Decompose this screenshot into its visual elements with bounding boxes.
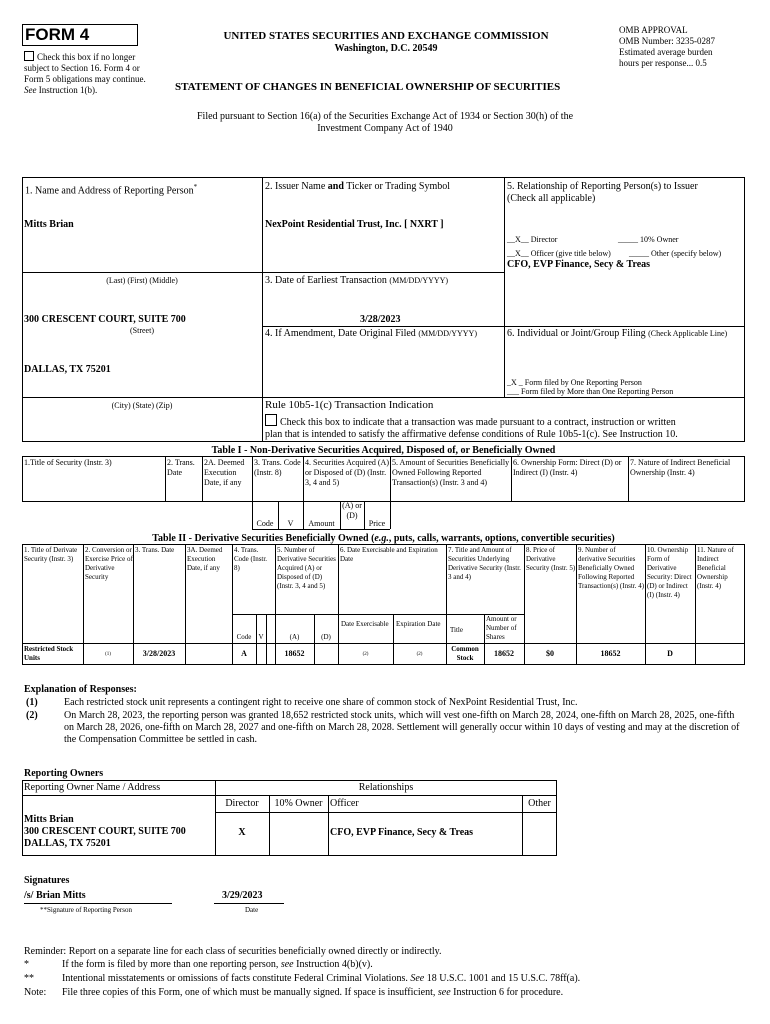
t2-row-amount: 18652 xyxy=(284,649,305,658)
t2-sub-exp: Expiration Date xyxy=(396,620,441,628)
owners-col-relationships: Relationships xyxy=(358,782,414,793)
box5-label: 5. Relationship of Reporting Person(s) to Issuer (Check all applicable) xyxy=(507,181,698,204)
signature-date: 3/29/2023 xyxy=(222,890,263,901)
owners-col-director: Director xyxy=(225,798,259,809)
form-title: FORM 4 xyxy=(25,25,90,44)
rule-10b5-text: Check this box to indicate that a transaction was made pursuant to a contract, instruction or written plan that is intended to satisfy the affirmative defense conditions of Rule 10b5-1(c). See Instruction 10. xyxy=(265,414,743,441)
box6-label: 6. Individual or Joint/Group Filing (Check Applicable Line) xyxy=(507,328,728,339)
t2-sub-v: V xyxy=(258,633,264,641)
name-sublabel: (Last) (First) (Middle) xyxy=(106,276,178,285)
owner-officer: CFO, EVP Finance, Secy & Treas xyxy=(330,827,474,838)
explanation-num-1: (1) xyxy=(26,697,38,708)
ten-pct-owner-check: _____ 10% Owner xyxy=(618,235,679,244)
t2-col-number: 5. Number of Derivative Securities Acquired (A) or Disposed of (D) (Instr. 3, 4 and 5) xyxy=(277,546,336,590)
city-sublabel: (City) (State) (Zip) xyxy=(111,401,173,410)
reporting-person-city: DALLAS, TX 75201 xyxy=(24,364,111,375)
owners-col-10pct: 10% Owner xyxy=(274,798,323,809)
box1-label: 1. Name and Address of Reporting Person* xyxy=(25,183,198,197)
box4-label: 4. If Amendment, Date Original Filed (MM/DD/YYYY) xyxy=(265,328,477,339)
t2-row-exp: (2) xyxy=(416,652,423,657)
statement-title: STATEMENT OF CHANGES IN BENEFICIAL OWNERSHIP OF SECURITIES xyxy=(175,81,561,93)
t1-sub-price: Price xyxy=(368,519,386,528)
rule-10b5-title: Rule 10b5-1(c) Transaction Indication xyxy=(265,399,434,411)
t2-col-owned: 9. Number of derivative Securities Beneficially Owned Following Reported Transaction(s) (Instr. 4) xyxy=(578,546,645,590)
reporting-person-name: Mitts Brian xyxy=(24,219,74,230)
footnote-star-mark: * xyxy=(24,959,29,970)
t2-col-nature: 11. Nature of Indirect Beneficial Ownership (Instr. 4) xyxy=(697,546,734,590)
filing-one-person: _X _ Form filed by One Reporting Person xyxy=(507,378,642,387)
earliest-transaction-date: 3/28/2023 xyxy=(360,314,401,325)
officer-check: __X__ Officer (give title below) xyxy=(507,249,611,258)
t2-sub-a: (A) xyxy=(289,633,300,641)
t1-sub-v: V xyxy=(287,519,294,528)
footnote-note: File three copies of this Form, one of which must be manually signed. If space is insufficient, see Instruction 6 for procedure. xyxy=(62,987,564,998)
owners-heading: Reporting Owners xyxy=(24,768,104,779)
explanation-num-2: (2) xyxy=(26,710,38,721)
t2-row-price: $0 xyxy=(546,649,554,658)
reminder: Reminder: Report on a separate line for each class of securities beneficially owned directly or indirectly. xyxy=(24,946,442,957)
signature-label: **Signature of Reporting Person xyxy=(40,906,132,914)
t2-col-price: 8. Price of Derivative Security (Instr. 5) xyxy=(526,546,576,572)
t2-col-form: 10. Ownership Form of Derivative Security: Direct (D) or Indirect (I) (Instr. 4) xyxy=(647,546,692,599)
t2-row-date: 3/28/2023 xyxy=(142,649,176,658)
t2-col-code: 4. Trans. Code (Instr. 8) xyxy=(234,546,268,572)
t2-row-security: Restricted Stock Units xyxy=(24,645,74,662)
explanation-text-1: Each restricted stock unit represents a contingent right to receive one share of common stock of NexPoint Residential Trust, Inc. xyxy=(64,697,578,708)
t2-sub-amount: Amount or Number of Shares xyxy=(486,615,517,641)
omb-approval: OMB APPROVAL OMB Number: 3235-0287 Estimated average burden hours per response... 0.5 xyxy=(619,25,715,68)
owner-name-address: Mitts Brian 300 CRESCENT COURT, SUITE 700 DALLAS, TX 75201 xyxy=(24,814,186,849)
t2-row-owned: 18652 xyxy=(600,649,621,658)
t1-col-form: 6. Ownership Form: Direct (D) or Indirect (I) (Instr. 4) xyxy=(513,458,622,477)
no-longer-subject-checkbox-text: Check this box if no longer subject to Section 16. Form 4 or Form 5 obligations may continue. See Instruction 1(b). xyxy=(24,52,146,95)
issuer-name: NexPoint Residential Trust, Inc. [ NXRT ] xyxy=(265,219,444,230)
t2-row-date-ex: (2) xyxy=(362,652,369,657)
owners-col-officer: Officer xyxy=(330,798,359,809)
t2-col-title: 1. Title of Derivate Security (Instr. 3) xyxy=(24,546,78,563)
footnote-note-mark: Note: xyxy=(24,987,47,998)
t1-sub-amount: Amount xyxy=(308,519,335,528)
signature-value: /s/ Brian Mitts xyxy=(24,890,86,901)
table1-title: Table I - Non-Derivative Securities Acquired, Disposed of, or Beneficially Owned xyxy=(211,445,556,456)
t2-col-underlying: 7. Title and Amount of Securities Underlying Derivative Security (Instr. 3 and 4) xyxy=(448,546,521,581)
footnote-star: If the form is filed by more than one reporting person, see Instruction 4(b)(v). xyxy=(62,959,373,970)
t2-row-title: Common Stock xyxy=(451,645,479,662)
no-longer-subject-checkbox[interactable] xyxy=(24,51,34,61)
signature-date-label: Date xyxy=(245,906,259,914)
t2-row-code: A xyxy=(241,649,247,658)
t1-col-amount: 5. Amount of Securities Beneficially Owned Following Reported Transaction(s) (Instr. 3 and 4) xyxy=(392,458,510,487)
other-check: _____ Other (specify below) xyxy=(629,249,722,258)
footnote-double-star-mark: ** xyxy=(24,973,34,984)
reporting-person-street: 300 CRESCENT COURT, SUITE 700 xyxy=(24,314,186,325)
t2-col-conversion: 2. Conversion or Exercise Price of Derivative Security xyxy=(85,546,133,581)
rule-10b5-checkbox[interactable] xyxy=(265,414,277,426)
owners-col-other: Other xyxy=(528,798,551,809)
t2-sub-code: Code xyxy=(236,633,252,641)
street-sublabel: (Street) xyxy=(130,326,154,335)
t1-col-nature: 7. Nature of Indirect Beneficial Ownership (Instr. 4) xyxy=(630,458,731,477)
explanation-text-2: On March 28, 2023, the reporting person was granted 18,652 restricted stock units, which will vest one-fifth on March 28, 2024, one-fifth on March 28, 2025, one-fifth on March 28, 2026, one-fifth on March 28, 2027 and one-fifth on March 28, 2028. Settlement will generally occur within 10 days of vesting and may at the discretion of the Compensation Committee be settled in cash. xyxy=(64,710,740,745)
t2-row-shares: 18652 xyxy=(494,649,514,658)
owners-col-name: Reporting Owner Name / Address xyxy=(24,782,161,793)
signatures-heading: Signatures xyxy=(24,875,70,886)
t2-sub-d: (D) xyxy=(321,633,331,641)
filed-pursuant: Filed pursuant to Section 16(a) of the Securities Exchange Act of 1934 or Section 30(h) of the Investment Company Act of 1940 xyxy=(196,111,574,134)
table2-title: Table II - Derivative Securities Beneficially Owned (e.g., puts, calls, warrants, options, convertible securities) xyxy=(152,533,615,544)
t1-col-date: 2. Trans. Date xyxy=(167,458,195,477)
footnote-double-star: Intentional misstatements or omissions of facts constitute Federal Criminal Violations. See 18 U.S.C. 1001 and 15 U.S.C. 78ff(a). xyxy=(62,973,581,984)
agency-line1: UNITED STATES SECURITIES AND EXCHANGE COMMISSION xyxy=(223,30,549,42)
t2-col-exercisable: 6. Date Exercisable and Expiration Date xyxy=(340,546,438,563)
t1-col-acquired: 4. Securities Acquired (A) or Disposed of (D) (Instr. 3, 4 and 5) xyxy=(305,458,389,487)
explanation-heading: Explanation of Responses: xyxy=(24,684,137,695)
filing-more-persons: ___ Form filed by More than One Reporting Person xyxy=(507,387,674,396)
t2-row-conv: (1) xyxy=(105,652,111,657)
t1-col-title: 1.Title of Security (Instr. 3) xyxy=(24,458,112,467)
box2-label: 2. Issuer Name and Ticker or Trading Symbol xyxy=(265,181,451,192)
director-check: __X__ Director xyxy=(507,235,558,244)
t2-col-deemed: 3A. Deemed Execution Date, if any xyxy=(187,546,223,572)
officer-title: CFO, EVP Finance, Secy & Treas xyxy=(507,259,651,270)
agency-line2: Washington, D.C. 20549 xyxy=(334,43,438,54)
t1-sub-ad: (A) or (D) xyxy=(342,501,362,520)
t2-row-form: D xyxy=(667,649,673,658)
t1-sub-code: Code xyxy=(256,519,274,528)
t2-sub-date-ex: Date Exercisable xyxy=(341,620,389,628)
t2-sub-title: Title xyxy=(450,626,463,634)
owner-director: X xyxy=(238,827,246,838)
box3-label: 3. Date of Earliest Transaction (MM/DD/YYYY) xyxy=(265,275,449,286)
t2-col-date: 3. Trans. Date xyxy=(135,546,175,554)
t1-col-deemed: 2A. Deemed Execution Date, if any xyxy=(204,458,245,487)
t1-col-code: 3. Trans. Code (Instr. 8) xyxy=(254,458,301,477)
